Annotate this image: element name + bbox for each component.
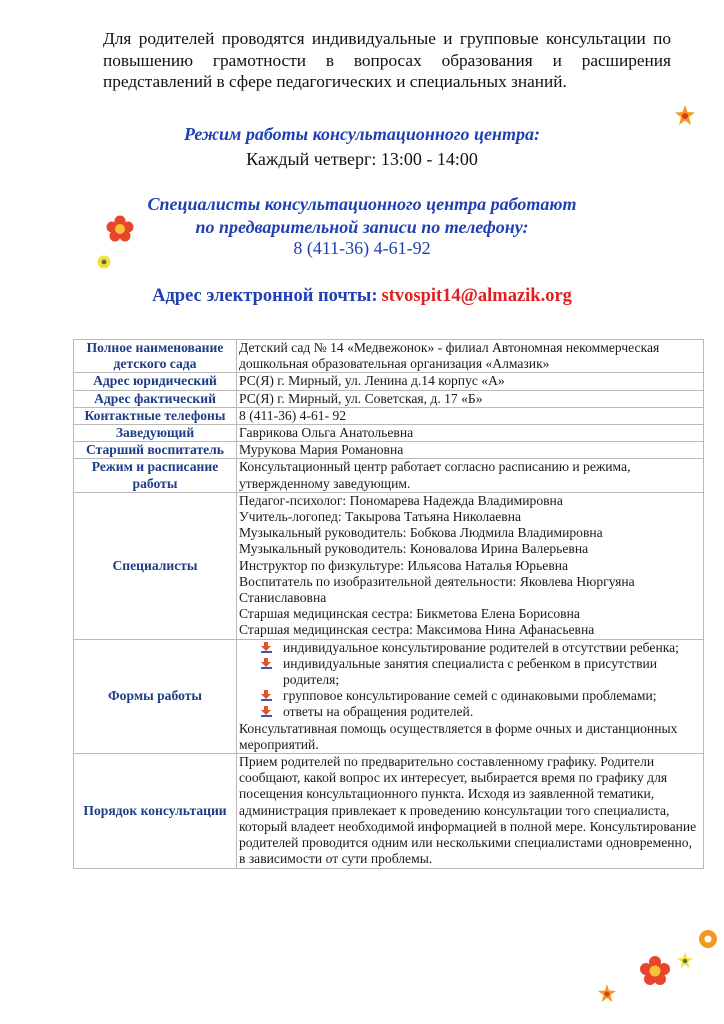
work-form-text: индивидуальные занятия специалиста с ребенком в присутствии родителя;: [283, 655, 658, 688]
table-row: [74, 459, 704, 492]
row-value-work-forms: [237, 639, 704, 753]
list-item: [261, 688, 701, 704]
row-label-phones: Контактные телефоны: [74, 407, 237, 424]
star-flower-icon: [674, 104, 696, 126]
email-label: Адрес электронной почты:: [152, 286, 378, 306]
table-row: [74, 390, 704, 407]
table-row: [74, 407, 704, 424]
specialist-item: Старшая медицинская сестра: Бикметова Елена Борисовна: [239, 606, 580, 622]
table-row: [74, 754, 704, 868]
row-value-senior-teacher: Мурукова Мария Романовна: [237, 442, 704, 459]
table-row: [74, 373, 704, 390]
specialist-item: Музыкальный руководитель: Бобкова Людмила Владимировна: [239, 525, 603, 541]
dot-flower-icon: [97, 255, 111, 269]
flower-icon: [640, 956, 670, 986]
arrow-bullet-icon: [261, 706, 272, 717]
appointment-line-2: по предварительной записи по телефону:: [195, 217, 529, 237]
flower-icon: [106, 215, 134, 243]
email-line: [0, 286, 724, 307]
work-forms-note: Консультативная помощь осуществляется в форме очных и дистанционных мероприятий.: [239, 720, 678, 752]
table-row: [74, 639, 704, 753]
star-flower-icon: [597, 983, 617, 1003]
specialist-item: Старшая медицинская сестра: Максимова Нина Афанасьевна: [239, 622, 595, 638]
work-form-text: групповое консультирование семей с одинаковыми проблемами;: [283, 688, 657, 704]
row-value-phones: 8 (411-36) 4-61- 92: [237, 407, 704, 424]
work-forms-list: [239, 640, 701, 721]
row-label-actual-address: Адрес фактический: [74, 390, 237, 407]
table-row: [74, 492, 704, 639]
star-flower-icon: [676, 951, 694, 969]
schedule-title: Режим работы консультационного центра:: [183, 124, 540, 144]
row-label-procedure: Порядок консультации: [74, 754, 237, 868]
specialist-item: Воспитатель по изобразительной деятельности: Яковлева Нюргуяна Станиславовна: [239, 573, 635, 606]
row-value-specialists: [237, 492, 704, 639]
row-label-senior-teacher: Старший воспитатель: [74, 442, 237, 459]
specialist-item: Учитель-логопед: Такырова Татьяна Николаевна: [239, 509, 522, 525]
appointment-line-1: Специалисты консультационного центра работают: [147, 194, 577, 214]
list-item: [261, 656, 701, 688]
row-value-legal-address: РС(Я) г. Мирный, ул. Ленина д.14 корпус «А»: [237, 373, 704, 390]
table-row: [74, 425, 704, 442]
row-value-full-name: Детский сад № 14 «Медвежонок» - филиал Автономная некоммерческая дошкольная образовательная организация «Алмазик»: [237, 340, 704, 373]
specialist-item: Инструктор по физкультуре: Ильясова Наталья Юрьевна: [239, 557, 569, 573]
row-label-specialists: Специалисты: [74, 492, 237, 639]
row-label-work-mode: Режим и расписание работы: [74, 459, 237, 492]
specialist-item: Музыкальный руководитель: Коновалова Ирина Валерьевна: [239, 541, 589, 557]
arrow-bullet-icon: [261, 690, 272, 701]
table-row: [74, 340, 704, 373]
appointment-phone: 8 (411-36) 4-61-92: [293, 238, 431, 258]
row-value-head: Гаврикова Ольга Анатольевна: [237, 425, 704, 442]
list-item: [261, 640, 701, 656]
row-label-legal-address: Адрес юридический: [74, 373, 237, 390]
work-form-text: ответы на обращения родителей.: [283, 704, 474, 720]
arrow-bullet-icon: [261, 658, 272, 669]
arrow-bullet-icon: [261, 642, 272, 653]
dot-flower-icon: [698, 929, 718, 949]
row-label-full-name: Полное наименование детского сада: [74, 340, 237, 373]
row-value-actual-address: РС(Я) г. Мирный, ул. Советская, д. 17 «Б»: [237, 390, 704, 407]
row-value-work-mode: Консультационный центр работает согласно расписанию и режима, утвержденному заведующим.: [237, 459, 704, 492]
list-item: [261, 704, 701, 720]
table-row: [74, 442, 704, 459]
intro-paragraph: Для родителей проводятся индивидуальные и групповые консультации по повышению грамотности в вопросах образования и расширения представлений в сфере педагогических и специальных знаний.: [103, 29, 671, 91]
email-link[interactable]: stvospit14@almazik.org: [381, 286, 572, 306]
schedule-time: Каждый четверг: 13:00 - 14:00: [246, 149, 478, 169]
row-value-procedure: Прием родителей по предварительно составленному графику. Родители сообщают, какой вопрос их интересует, выбирается время по графику для посещения консультационного пункта. Исходя из заявленной тематики, администрация привлекает к проведению консультации того специалиста, который владеет необходимой информацией в полной мере. Консультирование родителей проводится одним или несколькими специалистами одновременно, в зависимости от сути проблемы.: [237, 754, 704, 868]
work-form-text: индивидуальное консультирование родителей в отсутствии ребенка;: [283, 639, 679, 655]
row-label-head: Заведующий: [74, 425, 237, 442]
info-table: [73, 339, 704, 869]
row-label-work-forms: Формы работы: [74, 639, 237, 753]
specialist-item: Педагог-психолог: Пономарева Надежда Владимировна: [239, 492, 563, 508]
